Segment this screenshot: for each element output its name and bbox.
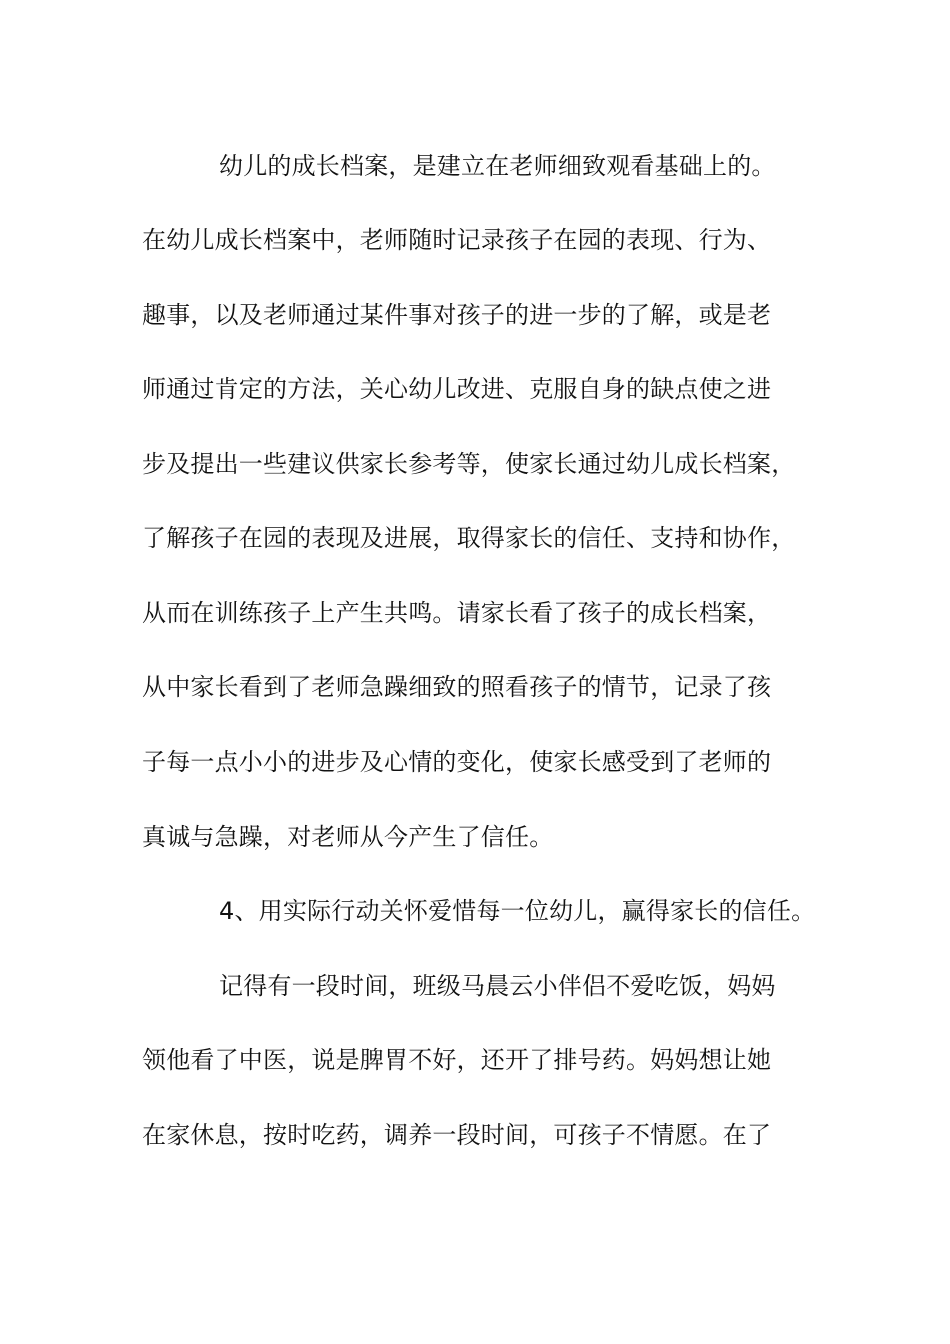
paragraph-line: 在家休息，按时吃药，调养一段时间，可孩子不情愿。在了 bbox=[142, 1121, 772, 1149]
paragraph-line: 从中家长看到了老师急躁细致的照看孩子的情节，记录了孩 bbox=[142, 673, 772, 701]
paragraph-line: 幼儿的成长档案，是建立在老师细致观看基础上的。 bbox=[219, 152, 776, 180]
paragraph-line: 在幼儿成长档案中，老师随时记录孩子在园的表现、行为、 bbox=[142, 226, 772, 254]
paragraph-line: 真诚与急躁，对老师从今产生了信任。 bbox=[142, 823, 554, 851]
paragraph-line: 步及提出一些建议供家长参考等，使家长通过幼儿成长档案， bbox=[142, 450, 796, 478]
paragraph-line: 领他看了中医，说是脾胃不好，还开了排号药。妈妈想让她 bbox=[142, 1046, 772, 1074]
section-heading-line: 4、用实际行动关怀爱惜每一位幼儿，赢得家长的信任。 bbox=[219, 897, 816, 925]
paragraph-line: 了解孩子在园的表现及进展，取得家长的信任、支持和协作， bbox=[142, 524, 796, 552]
paragraph-line: 子每一点小小的进步及心情的变化，使家长感受到了老师的 bbox=[142, 748, 772, 776]
paragraph-line: 趣事，以及老师通过某件事对孩子的进一步的了解，或是老 bbox=[142, 301, 772, 329]
paragraph-line: 记得有一段时间，班级马晨云小伴侣不爱吃饭，妈妈 bbox=[219, 972, 776, 1000]
paragraph-line: 从而在训练孩子上产生共鸣。请家长看了孩子的成长档案， bbox=[142, 599, 772, 627]
paragraph-line: 师通过肯定的方法，关心幼儿改进、克服自身的缺点使之进 bbox=[142, 375, 772, 403]
